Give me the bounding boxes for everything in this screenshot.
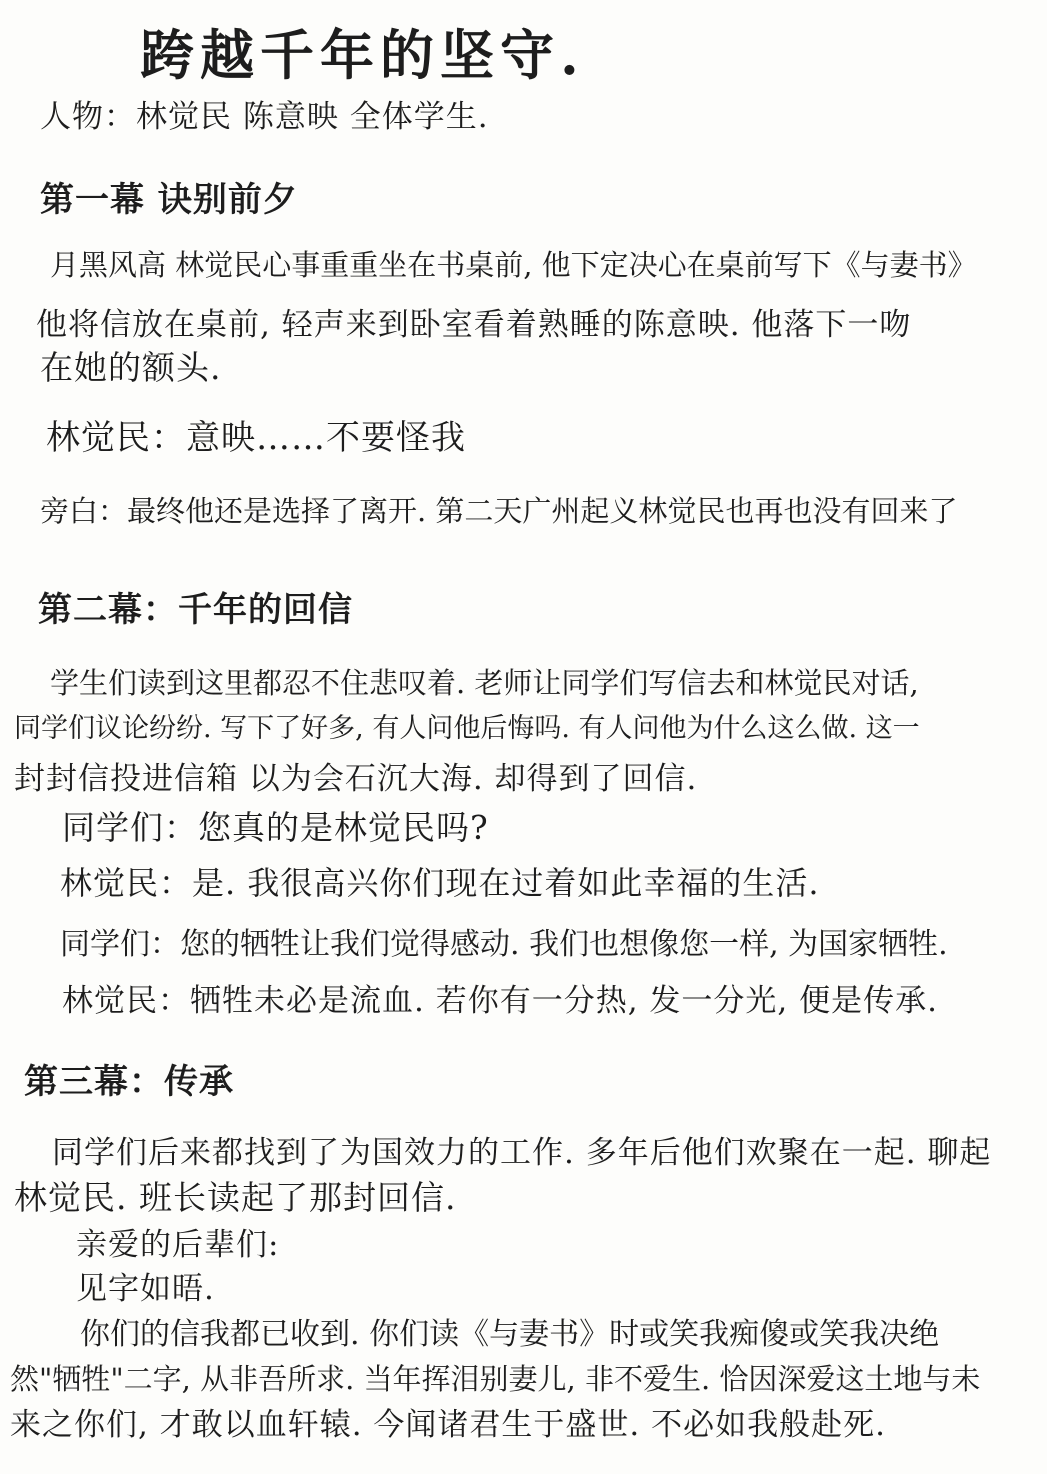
- act3-heading: 第三幕：传承: [24, 1062, 234, 1102]
- character-list: 人物：林觉民 陈意映 全体学生.: [40, 99, 489, 135]
- act1-heading: 第一幕 诀别前夕: [40, 180, 298, 220]
- act1-narrative-line: 在她的额头.: [40, 348, 222, 387]
- letter-line: 见字如晤.: [76, 1271, 215, 1307]
- act2-narrative-line: 同学们议论纷纷. 写下了好多, 有人问他后悔吗. 有人问他为什么这么做. 这一: [14, 713, 920, 744]
- act3-narrative-line: 同学们后来都找到了为国效力的工作. 多年后他们欢聚在一起. 聊起: [52, 1135, 992, 1171]
- letter-line: 然"牺牲"二字, 从非吾所求. 当年挥泪别妻儿, 非不爱生. 恰因深爱这土地与未: [10, 1362, 981, 1396]
- script-title: 跨越千年的坚守.: [140, 23, 585, 87]
- act1-dialogue-line: 林觉民：意映……不要怪我: [46, 418, 466, 458]
- act2-heading: 第二幕：千年的回信: [38, 590, 353, 630]
- act2-dialogue-line: 同学们：您真的是林觉民吗?: [62, 808, 489, 847]
- act3-narrative-line: 林觉民. 班长读起了那封回信.: [14, 1178, 457, 1217]
- act1-narrative-line: 月黑风高 林觉民心事重重坐在书桌前, 他下定决心在桌前写下《与妻书》: [50, 248, 977, 282]
- letter-line: 你们的信我都已收到. 你们读《与妻书》时或笑我痴傻或笑我决绝: [80, 1317, 940, 1352]
- act2-narrative-line: 封封信投进信箱 以为会石沉大海. 却得到了回信.: [14, 761, 698, 797]
- letter-line: 来之你们, 才敢以血轩辕. 今闻诸君生于盛世. 不必如我般赴死.: [10, 1407, 886, 1443]
- act2-dialogue-line: 林觉民：牺牲未必是流血. 若你有一分热, 发一分光, 便是传承.: [62, 983, 938, 1019]
- narration-line: 旁白：最终他还是选择了离开. 第二天广州起义林觉民也再也没有回来了: [40, 494, 958, 528]
- letter-salutation: 亲爱的后辈们:: [76, 1227, 280, 1263]
- act2-dialogue-line: 林觉民：是. 我很高兴你们现在过着如此幸福的生活.: [60, 864, 820, 902]
- act1-narrative-line: 他将信放在桌前, 轻声来到卧室看着熟睡的陈意映. 他落下一吻: [36, 307, 912, 343]
- act2-dialogue-line: 同学们：您的牺牲让我们觉得感动. 我们也想像您一样, 为国家牺牲.: [60, 927, 948, 962]
- act2-narrative-line: 学生们读到这里都忍不住悲叹着. 老师让同学们写信去和林觉民对话,: [50, 666, 919, 700]
